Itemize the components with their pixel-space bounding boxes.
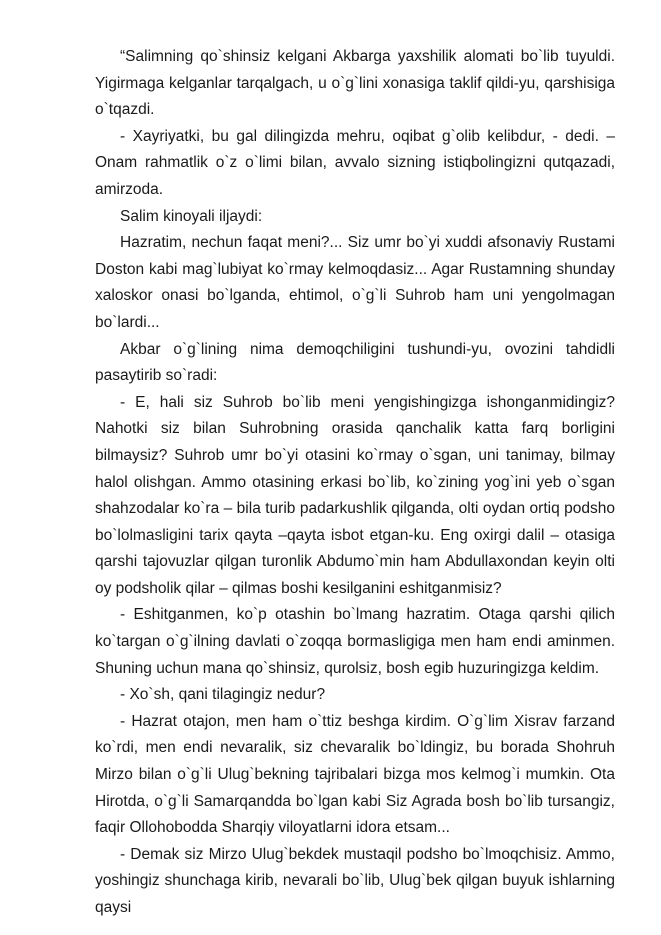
paragraph-3: Salim kinoyali iljaydi: (120, 207, 263, 225)
paragraph-6: - E, hali siz Suhrob bo`lib meni yengishingizga ishonganmidingiz? Nahotki siz bilan Suhrobning orasida qanchalik katta farq borligini bilmaysiz? Suhrob umr bo`yi otasini ko`rmay o`sgan, uni tanimay, bilmay halol olishgan. Ammo otasining erkasi bo`lib, ko`zining yog`ini yeb o`sgan shahzodalar ko`ra – bila turib padarkushlik qilganda, olti oydan ortiq podsho bo`lolmasligini tarix qayta –qayta isbot etgan-ku. Eng oxirgi dalil – otasiga qarshi tajovuzlar qilgan turonlik Abdumo`min ham Abdullaxondan keyin olti oy podsholik qilar – qilmas boshi kesilganini eshitganmisiz? (95, 393, 615, 597)
paragraph-7: - Eshitganmen, ko`p otashin bo`lmang hazratim. Otaga qarshi qilich ko`targan o`g`ilning davlati o`zoqqa bormasligiga men ham endi aminmen. Shuning uchun mana qo`shinsiz, qurolsiz, bosh egib huzuringizga keldim. (95, 606, 615, 677)
paragraph-4: Hazratim, nechun faqat meni?... Siz umr bo`yi xuddi afsonaviy Rustami Doston kabi mag`lubiyat ko`rmay kelmoqdasiz... Agar Rustamning shunday xaloskor onasi bo`lganda, ehtimol, o`g`li Suhrob ham uni yengolmagan bo`lardi... (95, 234, 615, 331)
paragraph-1: “Salimning qo`shinsiz kelgani Akbarga yaxshilik alomati bo`lib tuyuldi. Yigirmaga kelganlar tarqalgach, u o`g`lini xonasiga taklif qildi-yu, qarshisiga o`tqazdi. (95, 48, 615, 119)
paragraph-2: - Xayriyatki, bu gal dilingizda mehru, oqibat g`olib kelibdur, - dedi. –Onam rahmatlik o`z o`limi bilan, avvalo sizning istiqbolingizni qutqazadi, amirzoda. (95, 127, 615, 198)
paragraph-9: - Hazrat otajon, men ham o`ttiz beshga kirdim. O`g`lim Xisrav farzand ko`rdi, men endi nevaralik, siz chevaralik bo`ldingiz, bu borada Shohruh Mirzo bilan o`g`li Ulug`bekning tajribalari bizga mos kelmog`i mumkin. Ota Hirotda, o`g`li Samarqandda bo`lgan kabi Siz Agrada bosh bo`lib tursangiz, faqir Ollohobodda Sharqiy viloyatlarni idora etsam... (95, 712, 615, 837)
paragraph-8: - Xo`sh, qani tilagingiz nedur? (120, 686, 326, 704)
paragraph-10: - Demak siz Mirzo Ulug`bekdek mustaqil podsho bo`lmoqchisiz. Ammo, yoshingiz shunchaga kirib, nevarali bo`lib, Ulug`bek qilgan buyuk ishlarning qaysi (95, 845, 615, 916)
paragraph-5: Akbar o`g`lining nima demoqchiligini tushundi-yu, ovozini tahdidli pasaytirib so`radi: (95, 340, 615, 385)
